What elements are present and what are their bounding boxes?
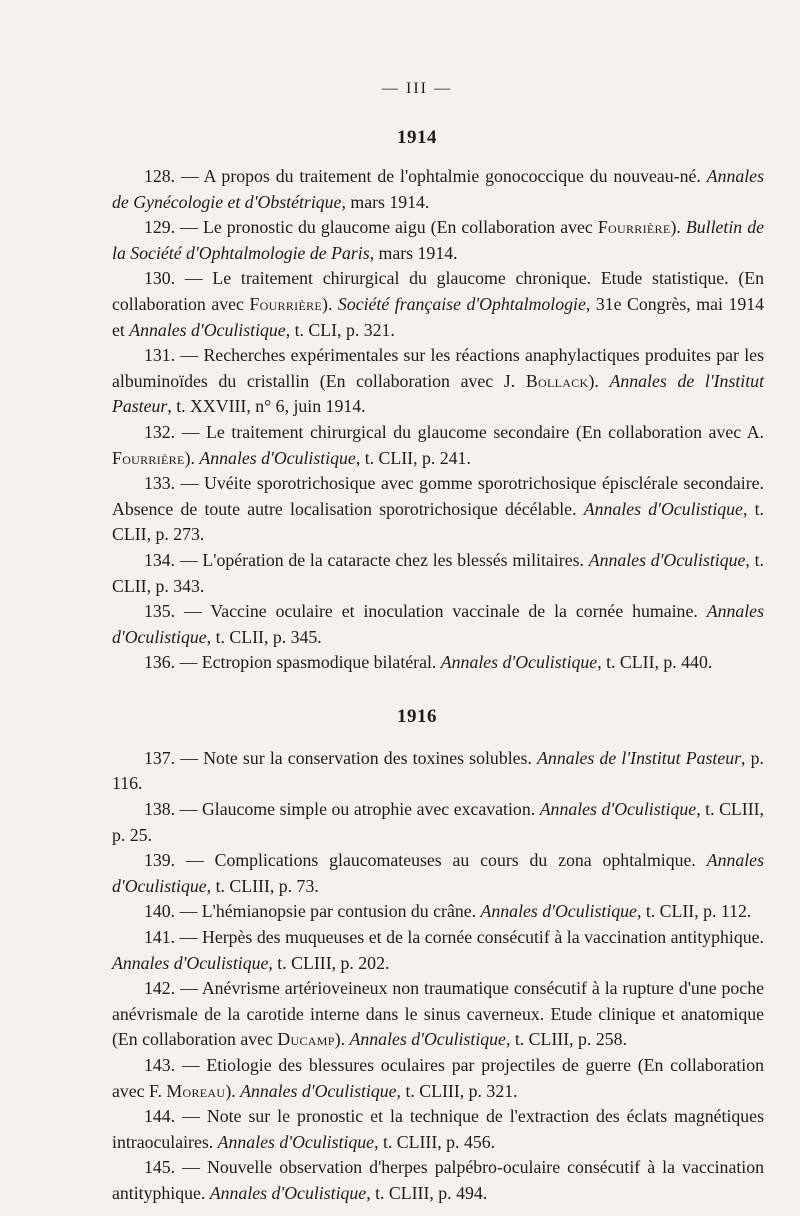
journal-title: Annales d'Oculistique bbox=[129, 319, 286, 340]
entry-text: , t. CLII, p. 345. bbox=[206, 626, 322, 647]
entry-list bbox=[112, 164, 764, 676]
entry-number: 142. bbox=[144, 978, 176, 999]
journal-title: Annales d'Oculistique bbox=[199, 447, 356, 468]
entry-text: — Ectropion spasmodique bilatéral. bbox=[175, 652, 441, 673]
entry-text: — Note sur la conservation des toxines solubles. bbox=[175, 747, 538, 768]
journal-title: Annales d'Oculistique bbox=[440, 652, 598, 673]
author-name: Fourrière bbox=[249, 293, 323, 314]
entry-text: — Complications glaucomateuses au cours du zona ophtalmique. bbox=[175, 850, 707, 871]
author-name: Moreau bbox=[166, 1080, 226, 1101]
bibliography-entry bbox=[112, 848, 764, 899]
entry-text: , t. CLII, p. 273. bbox=[112, 498, 764, 545]
journal-title: Annales d'Oculistique bbox=[209, 1182, 367, 1203]
journal-title: Annales d'Oculistique bbox=[240, 1080, 397, 1101]
entry-text: , t. CLIII, p. 321. bbox=[396, 1080, 518, 1101]
journal-title: Société française d'Ophtalmologie bbox=[337, 293, 586, 314]
bibliography-entry bbox=[112, 1155, 764, 1206]
bibliography-entry bbox=[112, 599, 764, 650]
entry-text: — Note sur le pronostic et la technique de l'extraction des éclats magnétiques intraoculaires. bbox=[112, 1106, 764, 1152]
entry-text: , t. CLII, p. 440. bbox=[597, 652, 713, 673]
page-folio: — III — bbox=[382, 80, 452, 97]
journal-title: Annales d'Oculistique bbox=[217, 1131, 375, 1152]
section-1914 bbox=[112, 127, 764, 676]
author-name: Bollack bbox=[525, 370, 589, 391]
journal-title: Annales d'Oculistique bbox=[480, 901, 637, 922]
author-name: Ducamp bbox=[277, 1029, 335, 1050]
journal-title: Annales de l'Institut Pasteur bbox=[112, 370, 765, 417]
entry-number: 139. bbox=[144, 850, 176, 871]
section-year-heading: 1916 bbox=[397, 705, 437, 727]
bibliography-entry bbox=[112, 548, 764, 599]
entry-number: 138. bbox=[144, 799, 176, 820]
journal-title: Annales d'Oculistique bbox=[583, 498, 743, 519]
entry-number: 141. bbox=[144, 927, 176, 948]
bibliography-entry bbox=[112, 899, 764, 925]
entry-text: , t. CLII, p. 112. bbox=[636, 901, 752, 922]
entry-number: 144. bbox=[144, 1106, 176, 1127]
entry-text: — Le traitement chirurgical du glaucome chronique. Etude statistique. (En collaboration avec bbox=[112, 268, 764, 314]
entry-text: ). bbox=[225, 1080, 241, 1101]
entry-text: , mars 1914. bbox=[341, 191, 430, 212]
entry-number: 137. bbox=[144, 747, 176, 768]
entry-number: 143. bbox=[144, 1055, 176, 1075]
entry-text: — Vaccine oculaire et inoculation vaccinale de la cornée humaine. bbox=[175, 601, 707, 622]
entry-number: 135. bbox=[144, 601, 176, 622]
entry-number: 133. bbox=[144, 473, 176, 494]
entry-number: 130. bbox=[144, 268, 176, 289]
entry-text: ). bbox=[334, 1029, 350, 1050]
author-name: Fourrière bbox=[597, 217, 671, 238]
entry-text: , t. CLIII, p. 73. bbox=[206, 875, 319, 896]
bibliography-entry bbox=[112, 746, 764, 797]
entry-text: — Le pronostic du glaucome aigu (En collaboration avec bbox=[175, 217, 598, 238]
journal-title: Annales d'Oculistique bbox=[588, 549, 746, 570]
bibliography-entry bbox=[112, 266, 764, 343]
entry-text: , t. CLI, p. 321. bbox=[285, 319, 395, 340]
entry-text: — Nouvelle observation d'herpes palpébro-oculaire consécutif à la vaccination antityphique. bbox=[112, 1157, 764, 1203]
bibliography-entry bbox=[112, 797, 764, 848]
entry-text: ). bbox=[588, 370, 610, 391]
bibliography-entry bbox=[112, 343, 764, 420]
entry-text: , p. 116. bbox=[112, 747, 764, 794]
entry-text: , 31e Congrès, mai 1914 et bbox=[112, 293, 765, 340]
entry-text: — Uvéite sporotrichosique avec gomme sporotrichosique épisclérale secondaire. Absence de toute autre localisation sporotrichosique décélable. bbox=[112, 473, 764, 519]
entry-text: , mars 1914. bbox=[369, 242, 458, 263]
bibliography-entry bbox=[112, 1104, 764, 1155]
entry-text: , t. CLIII, p. 258. bbox=[505, 1029, 627, 1050]
bibliography-entry bbox=[112, 925, 764, 976]
section-year-heading: 1914 bbox=[397, 127, 437, 148]
bibliography-entry bbox=[112, 650, 764, 676]
entry-text: ). bbox=[184, 447, 200, 468]
bibliography-entry bbox=[112, 164, 764, 215]
bibliography-entry bbox=[112, 976, 764, 1053]
entry-text: — Glaucome simple ou atrophie avec excavation. bbox=[175, 799, 540, 820]
bibliography-entry bbox=[112, 215, 764, 266]
journal-title: Annales d'Oculistique bbox=[112, 850, 764, 896]
entry-number: 129. bbox=[144, 217, 176, 238]
entry-text: — A propos du traitement de l'ophtalmie gonococcique du nouveau-né. bbox=[175, 166, 707, 186]
entry-number: 136. bbox=[144, 652, 176, 673]
entry-text: — L'hémianopsie par contusion du crâne. bbox=[175, 901, 481, 922]
entry-number: 128. bbox=[144, 166, 176, 186]
entry-text: , t. CLIII, p. 202. bbox=[268, 952, 390, 973]
journal-title: Annales d'Oculistique bbox=[349, 1029, 506, 1050]
entry-number: 132. bbox=[144, 421, 176, 442]
entry-text: , t. CLIII, p. 494. bbox=[366, 1182, 488, 1203]
entry-text: , t. CLII, p. 343. bbox=[112, 549, 765, 596]
bibliography-entry bbox=[112, 471, 764, 548]
entry-number: 145. bbox=[144, 1157, 176, 1178]
entry-text: — Etiologie des blessures oculaires par projectiles de guerre (En collaboration avec F. bbox=[112, 1055, 764, 1101]
entry-text: ). bbox=[322, 293, 338, 314]
entry-text: — Le traitement chirurgical du glaucome secondaire (En collaboration avec A. bbox=[175, 421, 764, 442]
bibliography-entry bbox=[112, 1053, 764, 1104]
journal-title: Bulletin de la Société d'Ophtalmologie de Paris bbox=[112, 217, 764, 263]
entry-text: , t. CLII, p. 241. bbox=[355, 447, 471, 468]
bibliography-entry bbox=[112, 420, 764, 471]
section-1916 bbox=[112, 706, 764, 1207]
journal-title: Annales d'Oculistique bbox=[112, 952, 269, 973]
entry-number: 134. bbox=[144, 549, 176, 570]
entry-text: , t. XXVIII, n° 6, juin 1914. bbox=[167, 396, 366, 417]
entry-text: , t. CLIII, p. 25. bbox=[112, 799, 765, 845]
entry-text: , t. CLIII, p. 456. bbox=[374, 1131, 496, 1152]
journal-title: Annales de Gynécologie et d'Obstétrique bbox=[112, 166, 764, 212]
entry-list bbox=[112, 746, 764, 1207]
entry-number: 131. bbox=[144, 345, 176, 366]
entry-text: — Herpès des muqueuses et de la cornée consécutif à la vaccination antityphique. bbox=[175, 927, 764, 948]
entry-text: ). bbox=[670, 217, 686, 238]
author-name: Fourrière bbox=[112, 447, 185, 468]
journal-title: Annales d'Oculistique bbox=[539, 799, 697, 820]
entry-text: — Recherches expérimentales sur les réactions anaphylactiques produites par les albuminoïdes du cristallin (En collaboration avec J. bbox=[112, 345, 764, 391]
journal-title: Annales d'Oculistique bbox=[112, 601, 764, 647]
entry-text: — Anévrisme artérioveineux non traumatique consécutif à la rupture d'une poche anévrismale de la carotide interne dans le sinus caverneux. Etude clinique et anatomique (En collaboration avec bbox=[112, 978, 764, 1050]
entry-text: — L'opération de la cataracte chez les blessés militaires. bbox=[175, 549, 589, 570]
journal-title: Annales de l'Institut Pasteur bbox=[537, 747, 742, 768]
entry-number: 140. bbox=[144, 901, 176, 922]
